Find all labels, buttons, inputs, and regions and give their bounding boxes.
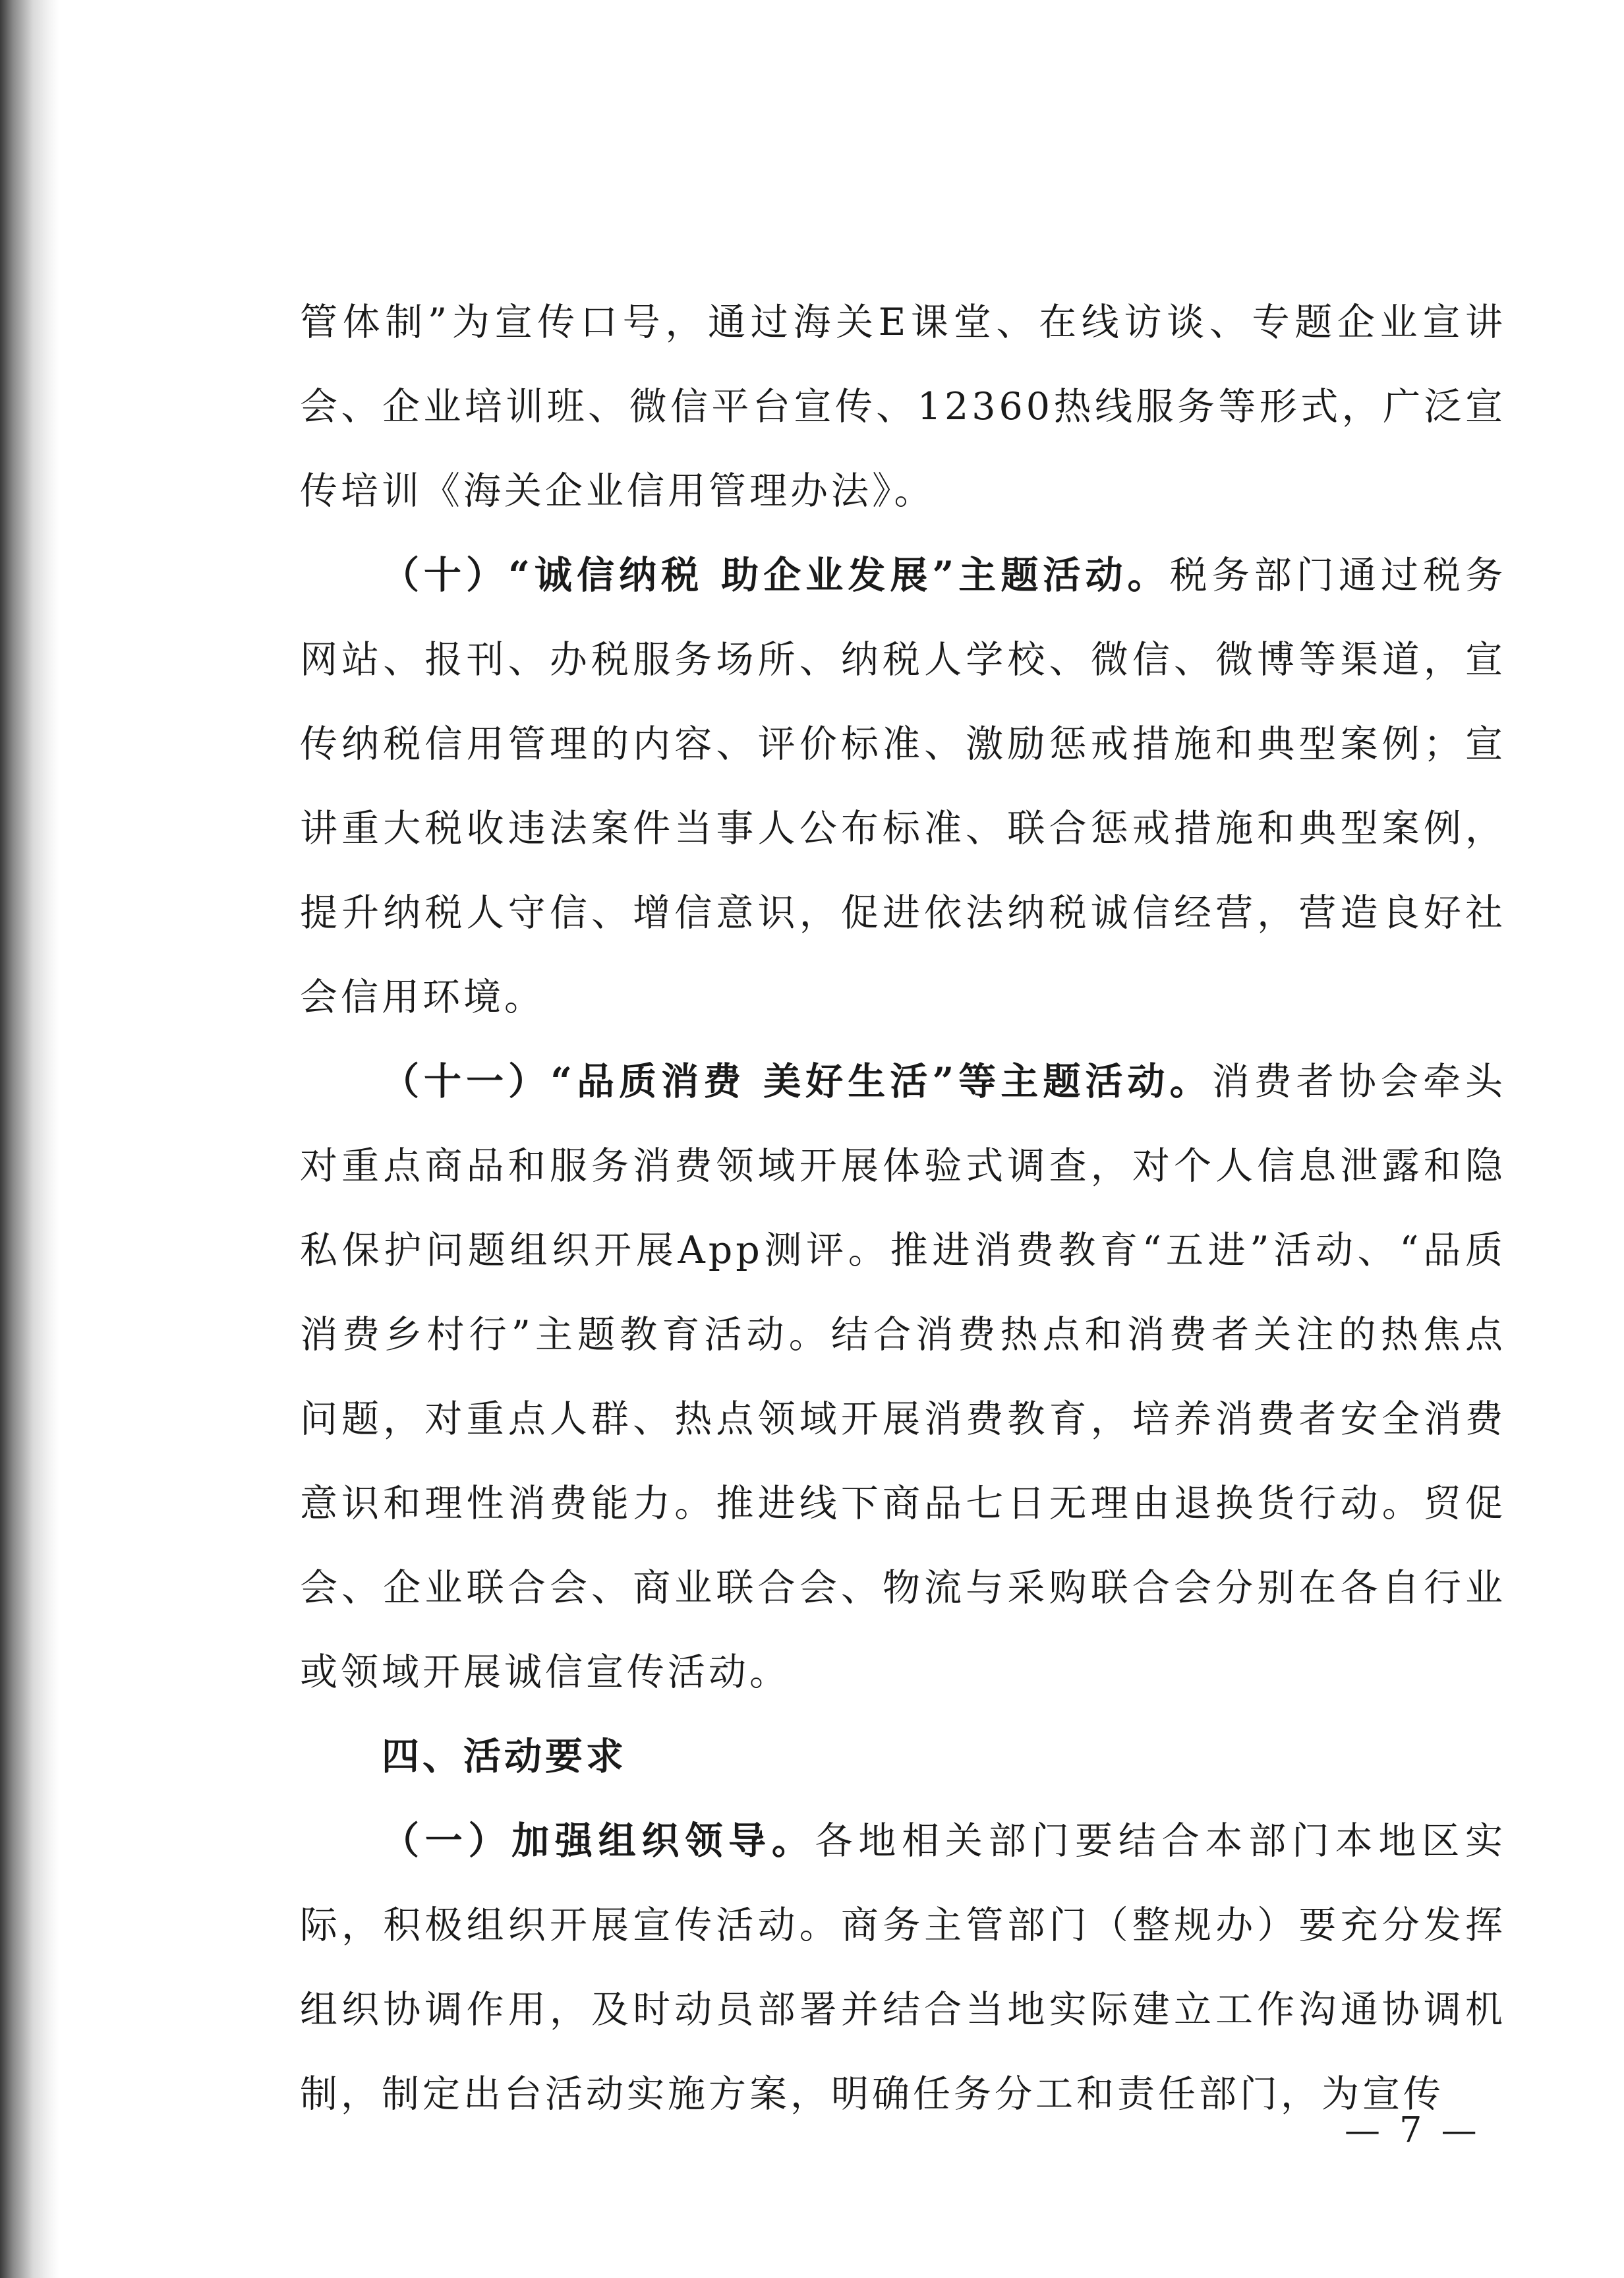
paragraph-tax-integrity xyxy=(300,533,1506,1039)
paragraph-text: 各地相关部门要结合本部门本地区实际，积极组织开展宣传活动。商务主管部门（整规办）要充分发挥组织协调作用，及时动员部署并结合当地实际建立工作沟通协调机制，制定出台活动实施方案，明确任务分工和责任部门，为宣传 xyxy=(300,1819,1507,2116)
paragraph-organization xyxy=(300,1799,1506,2136)
page-number: — 7 — xyxy=(1345,2109,1481,2151)
paragraph-lead: （十）“诚信纳税 助企业发展”主题活动。 xyxy=(382,553,1170,597)
paragraph-text: 税务部门通过税务网站、报刊、办税服务场所、纳税人学校、微信、微博等渠道，宣传纳税信用管理的内容、评价标准、激励惩戒措施和典型案例；宣讲重大税收违法案件当事人公布标准、联合惩戒措施和典型案例，提升纳税人守信、增信意识，促进依法纳税诚信经营，营造良好社会信用环境。 xyxy=(300,554,1507,1019)
paragraph-text: 消费者协会牵头对重点商品和服务消费领域开展体验式调查，对个人信息泄露和隐私保护问题组织开展App测评。推进消费教育“五进”活动、“品质消费乡村行”主题教育活动。结合消费热点和消费者关注的热焦点问题，对重点人群、热点领域开展消费教育，培养消费者安全消费意识和理性消费能力。推进线下商品七日无理由退换货行动。贸促会、企业联合会、商业联合会、物流与采购联合会分别在各自行业或领域开展诚信宣传活动。 xyxy=(300,1060,1507,1694)
body-text xyxy=(300,280,1506,2136)
paragraph-lead: （十一）“品质消费 美好生活”等主题活动。 xyxy=(382,1059,1212,1103)
paragraph-text: 管体制”为宣传口号，通过海关E课堂、在线访谈、专题企业宣讲会、企业培训班、微信平台宣传、12360热线服务等形式，广泛宣传培训《海关企业信用管理办法》。 xyxy=(300,301,1506,513)
paragraph-continuation xyxy=(300,280,1506,533)
paragraph-quality-consumption xyxy=(300,1039,1506,1714)
section-heading: 四、活动要求 xyxy=(382,1734,627,1778)
paragraph-lead: （一）加强组织领导。 xyxy=(382,1819,815,1863)
